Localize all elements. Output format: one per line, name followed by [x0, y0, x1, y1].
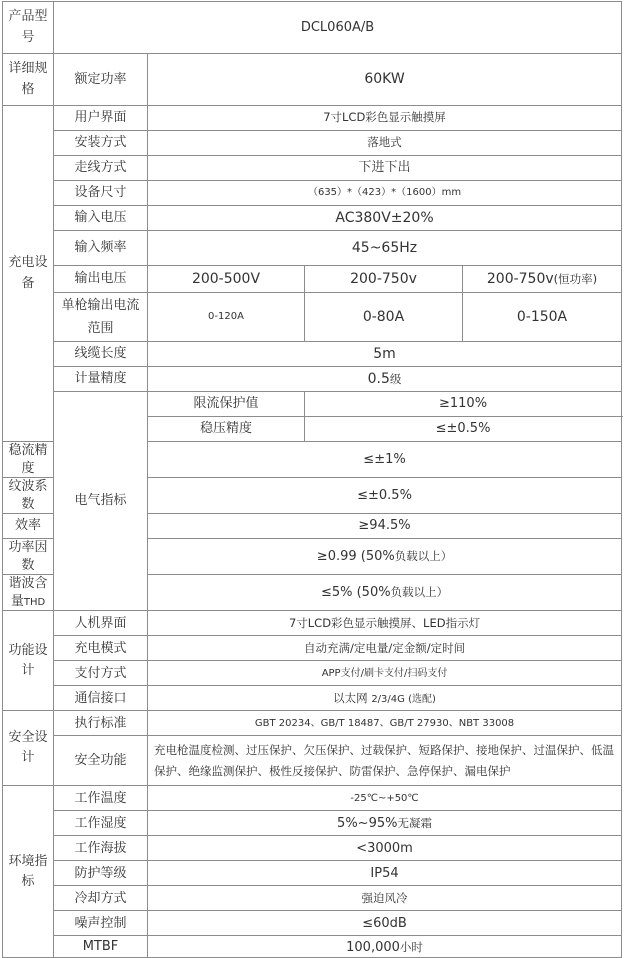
humidity-note: 无凝霜 [397, 815, 432, 830]
current-range-label: 单枪输出电流范围 [54, 293, 148, 342]
safety-functions-label: 安全功能 [54, 736, 148, 786]
communication-text: 以太网 [333, 690, 368, 705]
input-voltage-value: AC380V±20% [148, 206, 622, 231]
voltage-regulation-value: ≤±0.5% [305, 417, 622, 442]
ui-label: 用户界面 [54, 106, 148, 131]
mtbf-value [148, 936, 622, 958]
cooling-label: 冷却方式 [54, 886, 148, 911]
row-charge-mode [3, 636, 622, 661]
hmi-label: 人机界面 [54, 611, 148, 636]
efficiency-value: ≥94.5% [148, 514, 622, 539]
row-safety-functions [3, 736, 622, 786]
thd-label-sub: THD [23, 596, 46, 608]
row-hmi [3, 611, 622, 636]
row-output-voltage [3, 266, 622, 293]
row-cooling [3, 886, 622, 911]
ripple-label: 纹波系数 [3, 478, 54, 514]
row-altitude [3, 836, 622, 861]
payment-value: APP支付/刷卡支付/扫码支付 [148, 661, 622, 686]
row-input-voltage [3, 206, 622, 231]
output-voltage-3 [463, 266, 622, 293]
row-size [3, 181, 622, 206]
communication-value [148, 686, 622, 711]
row-rated-power [3, 54, 622, 106]
payment-label: 支付方式 [54, 661, 148, 686]
model-value: DCL060A/B [54, 2, 622, 54]
input-frequency-value: 45~65Hz [148, 231, 622, 266]
safety-functions-value: 充电枪温度检测、过压保护、欠压保护、过载保护、短路保护、接地保护、过温保护、低温保护、绝缘监测保护、极性反接保护、防雷保护、急停保护、漏电保护 [148, 736, 622, 786]
row-current-range [3, 293, 622, 342]
humidity-value [148, 811, 622, 836]
wiring-label: 走线方式 [54, 156, 148, 181]
thd-label-text: 谐波含量 [8, 576, 48, 609]
altitude-value: <3000m [148, 836, 622, 861]
row-communication [3, 686, 622, 711]
output-voltage-3-note: (恒功率) [553, 271, 598, 286]
current-range-3: 0-150A [463, 293, 622, 342]
thd-label [3, 575, 54, 611]
metering-value [148, 367, 622, 392]
current-regulation-value: ≤±1% [148, 442, 622, 478]
power-factor-label: 功率因数 [3, 539, 54, 575]
cable-label: 线缆长度 [54, 342, 148, 367]
size-label: 设备尺寸 [54, 181, 148, 206]
thd-note: 负载以上） [390, 585, 449, 600]
current-limit-label: 限流保护值 [148, 392, 305, 417]
row-mtbf [3, 936, 622, 958]
charge-mode-label: 充电模式 [54, 636, 148, 661]
ip-rating-value: IP54 [148, 861, 622, 886]
row-standard [3, 711, 622, 736]
current-range-2: 0-80A [305, 293, 463, 342]
section-function-label: 功能设计 [3, 611, 54, 711]
power-factor-number: ≥0.99 (50% [316, 548, 395, 564]
row-temperature [3, 786, 622, 811]
current-range-1: 0-120A [148, 293, 305, 342]
install-label: 安装方式 [54, 131, 148, 156]
standard-value: GBT 20234、GB/T 18487、GB/T 27930、NBT 33008 [148, 711, 622, 736]
mtbf-unit: 小时 [399, 940, 423, 955]
temperature-value: -25℃~+50℃ [148, 786, 622, 811]
row-input-frequency [3, 231, 622, 266]
output-voltage-3-value: 200-750v [486, 270, 554, 287]
ripple-value: ≤±0.5% [148, 478, 622, 514]
row-wiring [3, 156, 622, 181]
size-value: （635）*（423）*（1600）mm [148, 181, 622, 206]
output-voltage-1: 200-500V [148, 266, 305, 293]
install-value: 落地式 [148, 131, 622, 156]
section-details-label: 详细规格 [3, 54, 54, 106]
temperature-label: 工作温度 [54, 786, 148, 811]
ui-value: 7寸LCD彩色显示触摸屏 [148, 106, 622, 131]
row-install [3, 131, 622, 156]
current-limit-value: ≥110% [305, 392, 622, 417]
standard-label: 执行标准 [54, 711, 148, 736]
mtbf-label: MTBF [54, 936, 148, 958]
output-voltage-2: 200-750v [305, 266, 463, 293]
section-electrical-label: 电气指标 [54, 392, 148, 611]
noise-label: 噪声控制 [54, 911, 148, 936]
row-cable [3, 342, 622, 367]
cable-value: 5m [148, 342, 622, 367]
wiring-value: 下进下出 [148, 156, 622, 181]
rated-power-label: 额定功率 [54, 54, 148, 106]
current-regulation-label: 稳流精度 [3, 442, 54, 478]
row-current-limit [3, 392, 622, 417]
row-ui [3, 106, 622, 131]
section-model-label: 产品型号 [3, 2, 54, 54]
input-frequency-label: 输入频率 [54, 231, 148, 266]
communication-label: 通信接口 [54, 686, 148, 711]
power-factor-note: 负载以上） [394, 548, 453, 563]
altitude-label: 工作海拔 [54, 836, 148, 861]
row-ip-rating [3, 861, 622, 886]
humidity-label: 工作湿度 [54, 811, 148, 836]
efficiency-label: 效率 [3, 514, 54, 539]
section-charging-label: 充电设备 [3, 106, 54, 442]
ip-rating-label: 防护等级 [54, 861, 148, 886]
humidity-number: 5%~95% [337, 815, 398, 831]
voltage-regulation-label: 稳压精度 [148, 417, 305, 442]
output-voltage-label: 输出电压 [54, 266, 148, 293]
row-metering [3, 367, 622, 392]
metering-label: 计量精度 [54, 367, 148, 392]
row-humidity [3, 811, 622, 836]
hmi-value: 7寸LCD彩色显示触摸屏、LED指示灯 [148, 611, 622, 636]
row-model [3, 2, 622, 54]
rated-power-value: 60KW [148, 54, 622, 106]
section-environment-label: 环境指标 [3, 786, 54, 958]
metering-unit: 级 [389, 371, 402, 386]
communication-note: 2/3/4G (选配) [371, 693, 436, 705]
noise-value: ≤60dB [148, 911, 622, 936]
thd-value [148, 575, 622, 611]
cooling-value: 强迫风冷 [148, 886, 622, 911]
thd-number: ≤5% (50% [320, 585, 391, 601]
row-payment [3, 661, 622, 686]
charge-mode-value: 自动充满/定电量/定金额/定时间 [148, 636, 622, 661]
power-factor-value [148, 539, 622, 575]
metering-number: 0.5 [367, 370, 390, 387]
spec-table [2, 1, 622, 958]
row-noise [3, 911, 622, 936]
section-safety-label: 安全设计 [3, 711, 54, 786]
input-voltage-label: 输入电压 [54, 206, 148, 231]
mtbf-number: 100,000 [346, 940, 400, 956]
